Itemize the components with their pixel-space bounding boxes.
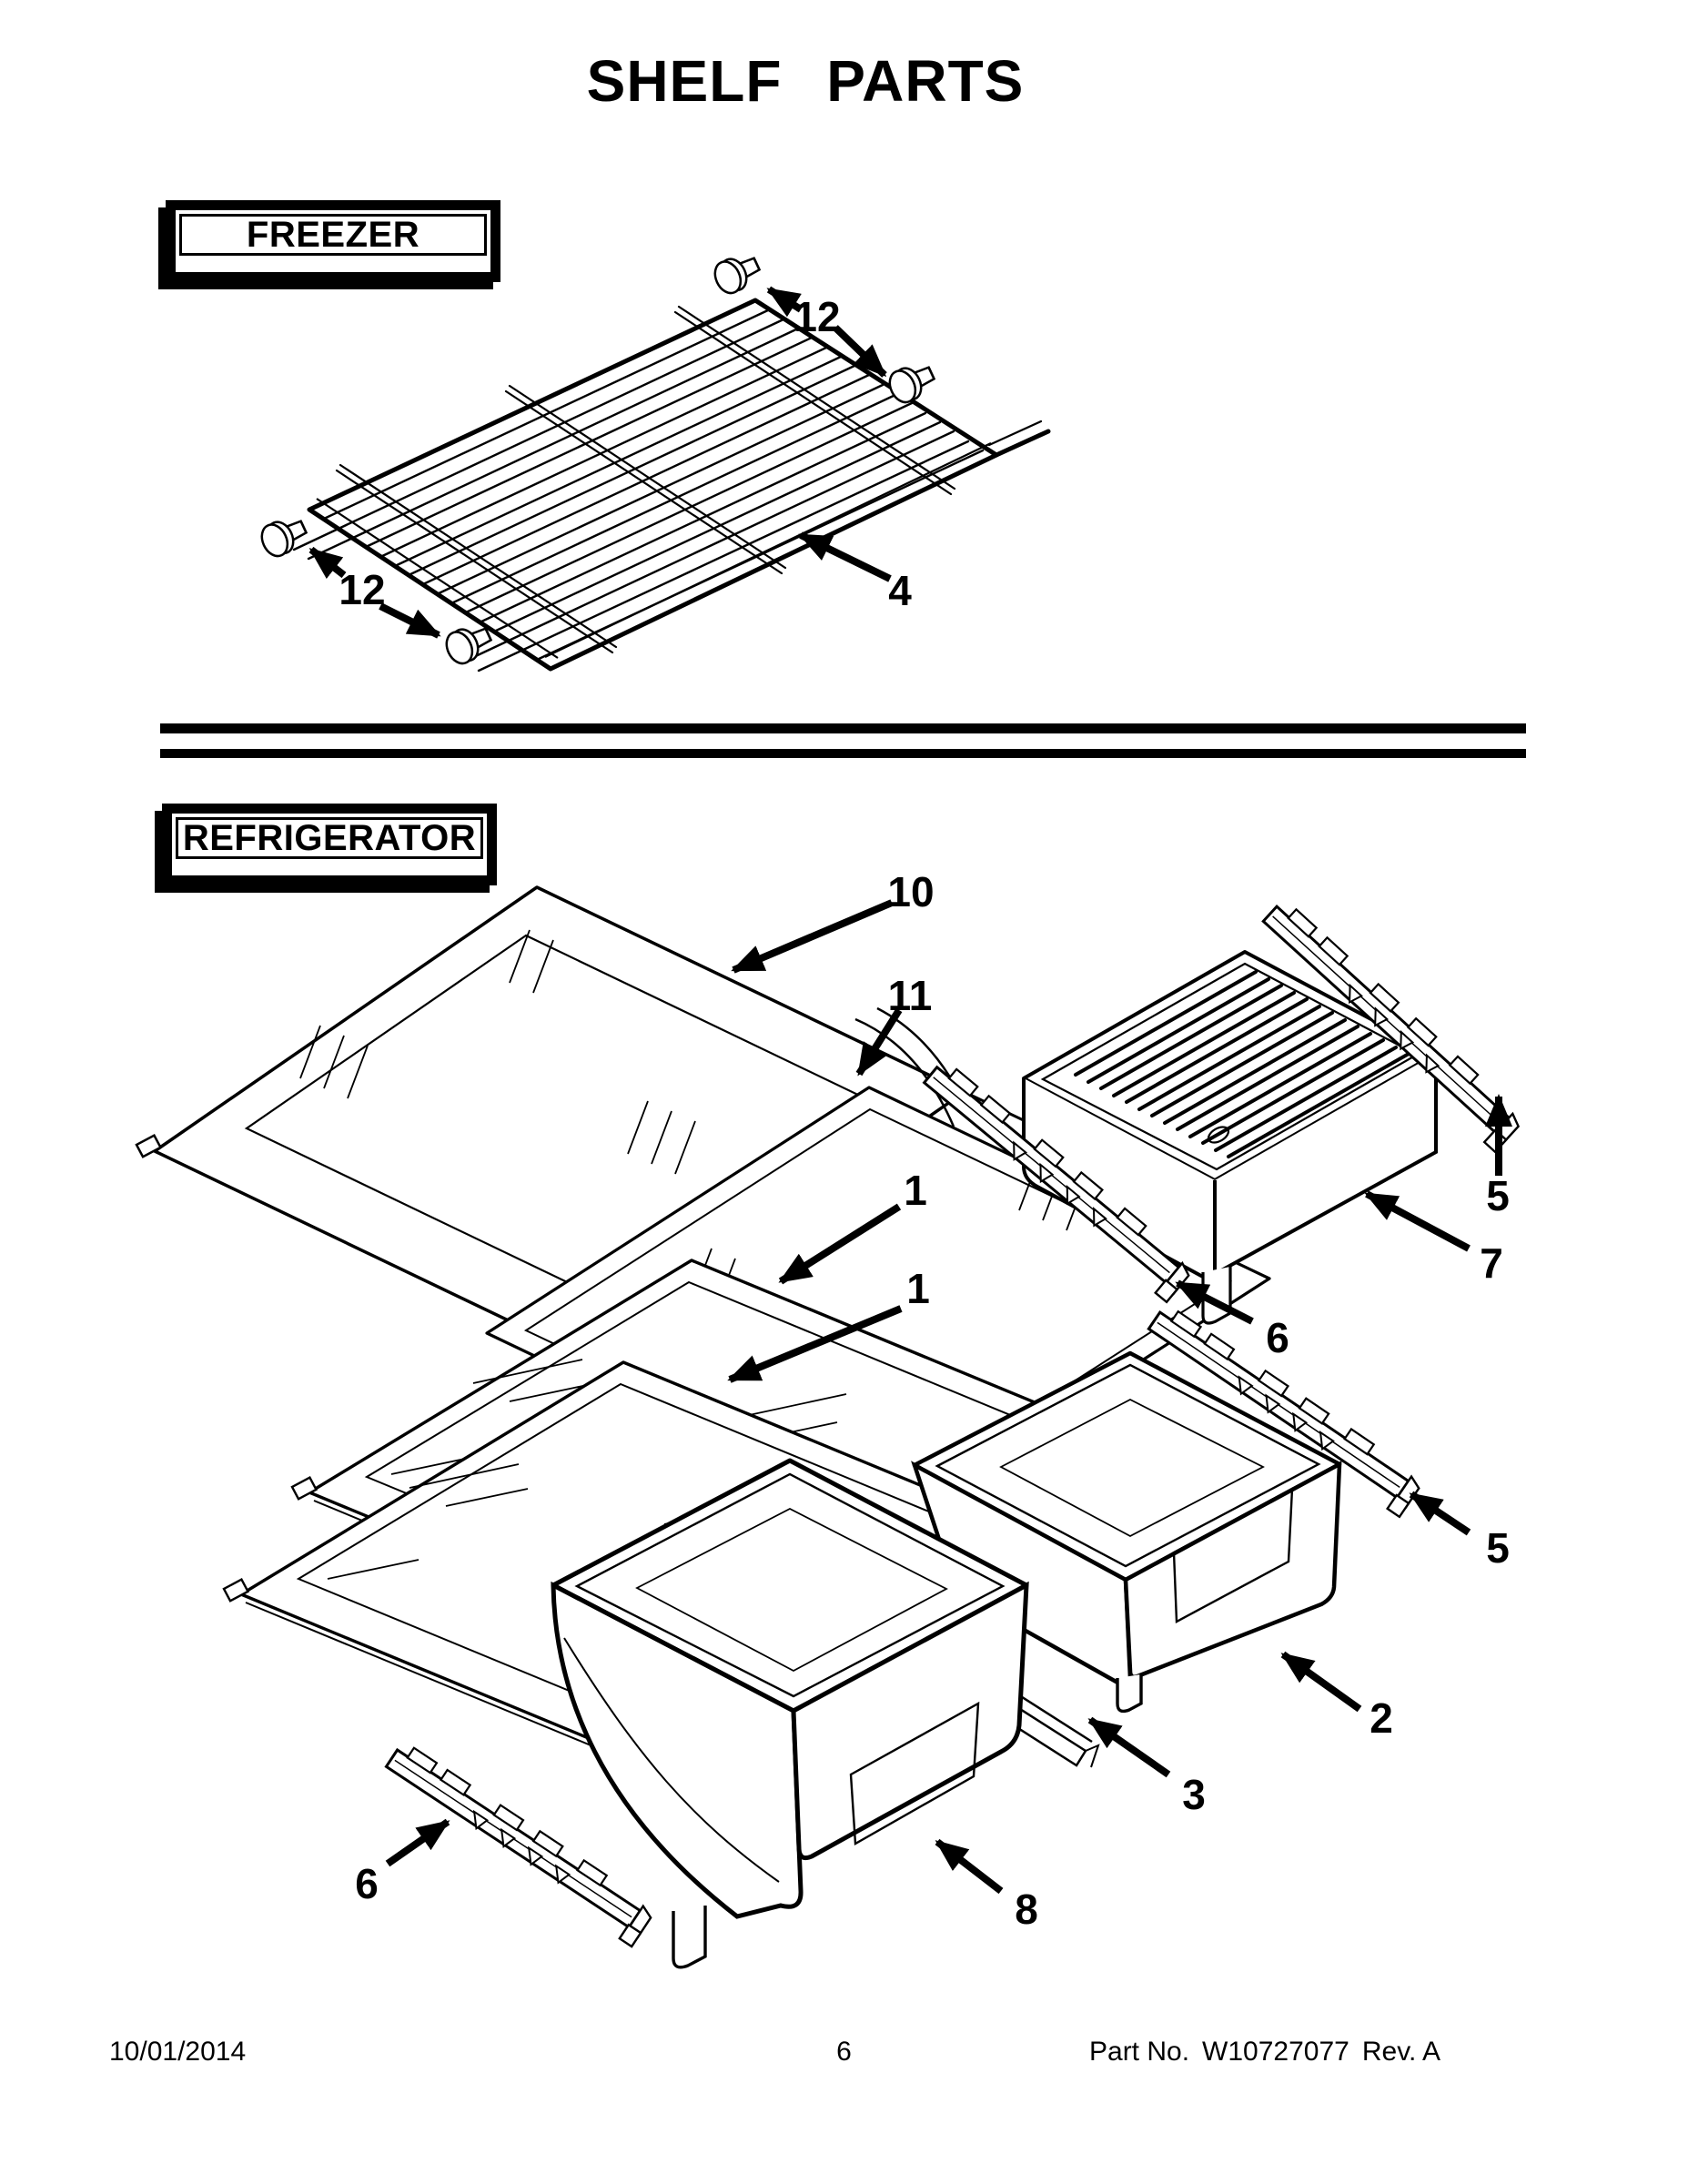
arrow-4 xyxy=(801,535,890,579)
callout-5-upper: 5 xyxy=(1486,1172,1510,1219)
crisper-right-foot xyxy=(1117,1674,1141,1711)
arrow-6-bottom xyxy=(388,1822,448,1864)
page-title: SHELF PARTS xyxy=(586,48,1025,114)
freezer-wire-shelf xyxy=(294,300,1048,671)
section-divider xyxy=(160,723,1526,758)
callout-1-upper: 1 xyxy=(904,1167,927,1214)
footer-revision: Rev. A xyxy=(1361,2037,1440,2067)
callout-11: 11 xyxy=(887,972,933,1019)
crisper-left-foot xyxy=(673,1906,705,1967)
arrow-12-lower-right xyxy=(380,606,439,635)
callout-12-lower: 12 xyxy=(339,566,386,613)
freezer-section-label-text: FREEZER xyxy=(179,214,487,256)
callout-4: 4 xyxy=(888,567,912,614)
page-footer xyxy=(0,2037,1688,2077)
arrow-5-lower xyxy=(1411,1494,1469,1532)
callout-6-middle: 6 xyxy=(1266,1314,1289,1361)
callout-1-lower: 1 xyxy=(906,1265,930,1312)
arrow-3 xyxy=(1090,1720,1168,1774)
arrow-2 xyxy=(1283,1654,1359,1709)
shelf-clip-top-left xyxy=(710,249,763,298)
footer-part-info xyxy=(1089,2037,1440,2068)
footer-part-number: W10727077 xyxy=(1202,2037,1349,2067)
callout-3: 3 xyxy=(1182,1771,1206,1818)
arrow-8 xyxy=(937,1842,1001,1891)
footer-page-number: 6 xyxy=(836,2037,852,2067)
shelf-clip-top-right xyxy=(884,359,938,407)
callout-7: 7 xyxy=(1480,1239,1503,1287)
arrow-10 xyxy=(733,903,892,970)
callout-10: 10 xyxy=(887,868,935,915)
callout-12-upper: 12 xyxy=(793,293,841,340)
wire-shelf-hook xyxy=(996,431,1048,455)
callout-2: 2 xyxy=(1370,1694,1393,1742)
shelf-clip-bottom-left xyxy=(257,512,310,561)
callout-6-bottom: 6 xyxy=(355,1860,379,1907)
callout-8: 8 xyxy=(1015,1886,1038,1933)
refrigerator-section-label-text: REFRIGERATOR xyxy=(176,817,483,859)
callout-5-lower: 5 xyxy=(1486,1524,1510,1572)
footer-date: 10/01/2014 xyxy=(109,2037,247,2067)
arrow-7 xyxy=(1367,1194,1469,1249)
footer-part-label: Part No. xyxy=(1089,2037,1190,2067)
